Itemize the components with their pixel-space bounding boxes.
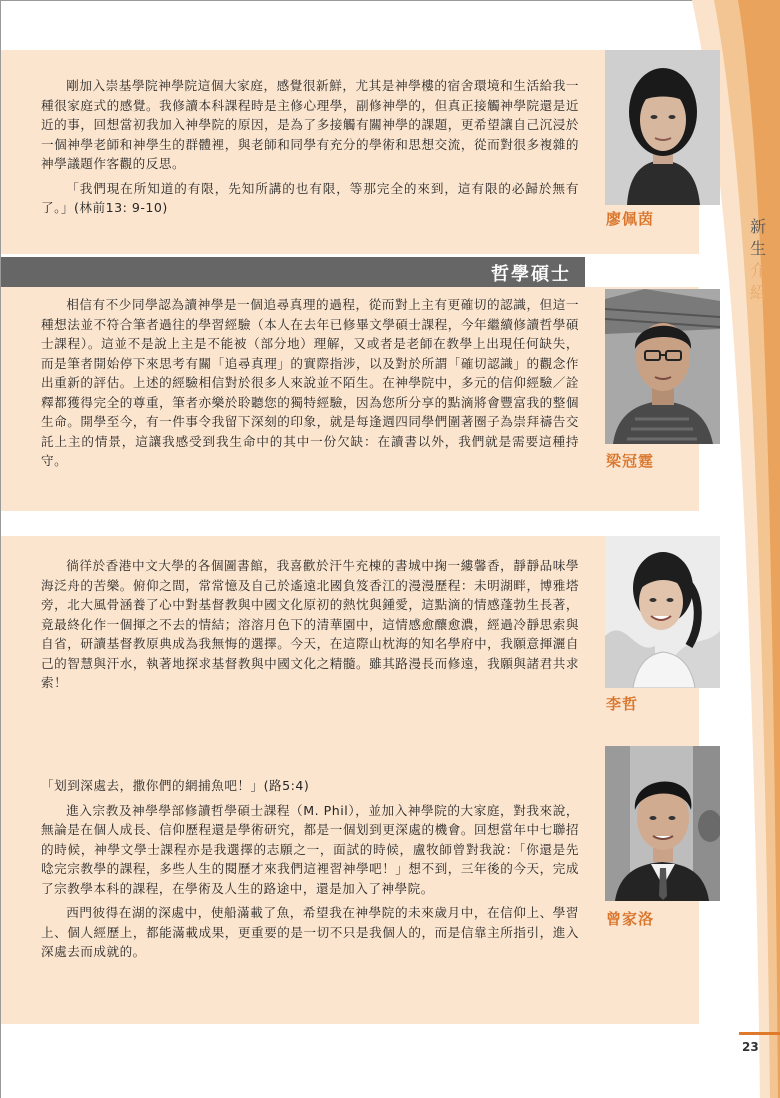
side-title-char-4: 紹 bbox=[749, 283, 766, 302]
student-4-paragraph-1: 「划到深處去，撒你們的網捕魚吧！」(路5:4) bbox=[41, 778, 310, 793]
side-title-char-1: 新 bbox=[749, 217, 766, 236]
side-title-char-2: 生 bbox=[749, 239, 766, 258]
student-4-name: 曾家洛 bbox=[606, 910, 655, 928]
section-bar bbox=[1, 257, 585, 287]
side-title-char-3: 介 bbox=[749, 261, 766, 280]
student-block-2 bbox=[1, 287, 699, 511]
student-3-photo bbox=[605, 536, 720, 688]
student-2-paragraph-1: 相信有不少同學認為讀神學是一個追尋真理的過程，從而對上主有更確切的認識，但這一種想法並不符合筆者過往的學習經驗（本人在去年已修畢文學碩士課程，今年繼續修讀哲學碩士課程）。這並不是說上主是不能被（部分地）理解，又或者是老師在教學上出現任何缺失，而是筆者開始停下來思考有關「追尋真理」的實際指涉，以及對於所謂「確切認識」的觀念作出重新的評估。上述的經驗相信對於很多人來說並不陌生。在神學院中，多元的信仰經驗／詮釋都獲得完全的尊重，筆者亦樂於聆聽您的獨特經驗，因為您所分享的點滴將會豐富我的整個生命。開學至今，有一件事令我留下深刻的印象，就是每逢週四同學們圍著圈子為崇拜禱告交託上主的情景，這讓我感受到我生命中的其中一份欠缺：在讀書以外，我們就是需要這種持守。 bbox=[41, 297, 579, 468]
student-block-1 bbox=[1, 50, 699, 254]
student-2-photo bbox=[605, 289, 720, 444]
side-title-vertical bbox=[747, 216, 769, 304]
student-4-paragraph-2: 進入宗教及神學學部修讀哲學碩士課程（M. Phil），並加入神學院的大家庭，對我來說，無論是在個人成長、信仰歷程還是學術研究，都是一個划到更深處的機會。回想當年中七聯招的時候，神學文學士課程亦是我選擇的志願之一，面試的時候，盧牧師曾對我說：「你還是先唸完宗教學的課程，多些人生的閱歷才來我們這裡習神學吧！」想不到，三年後的今天，完成了宗教學本科的課程，在學術及人生的路途中，還是加入了神學院。 bbox=[41, 802, 579, 896]
student-3-name: 李哲 bbox=[606, 695, 639, 713]
student-block-3 bbox=[1, 536, 699, 746]
student-2-name: 梁冠霆 bbox=[606, 452, 655, 470]
student-4-photo bbox=[605, 746, 720, 901]
student-1-photo bbox=[605, 50, 720, 205]
student-1-name: 廖佩茵 bbox=[606, 210, 655, 228]
page-top-border bbox=[0, 0, 780, 1]
page-number-rule bbox=[739, 1032, 780, 1035]
student-block-4 bbox=[1, 746, 699, 1024]
student-3-paragraph-1: 徜徉於香港中文大學的各個圖書館，我喜歡於汗牛充棟的書城中掬一縷馨香，靜靜品味學海泛舟的苦樂。俯仰之間，常常憶及自己於遙遠北國負笈香江的漫漫歷程：未明湖畔，博雅塔旁，北大風骨涵養了心中對基督教與中國文化原初的熱忱與鍾愛，這點滴的情感蓬勃生長著，竟最終化作一個揮之不去的情結；溶溶月色下的清華園中，這情感愈釀愈濃，經過冷靜思索與自省，研讀基督教原典成為我無悔的選擇。今天，在這際山枕海的知名學府中，我願意揮灑自己的智慧與汗水，執著地探求基督教與中國文化之精髓。雖其路漫長而修遠，我願與諸君共求索！ bbox=[41, 558, 579, 690]
page-number: 23 bbox=[742, 1040, 759, 1054]
student-1-paragraph-2: 「我們現在所知道的有限，先知所講的也有限，等那完全的來到，這有限的必歸於無有了。」(林前13: 9-10) bbox=[41, 180, 579, 215]
student-4-paragraph-3: 西門彼得在湖的深處中，使船滿載了魚，希望我在神學院的未來歲月中，在信仰上、學習上、個人經歷上，都能滿載成果，更重要的是一切不只是我個人的，而是信靠主所指引，進入深處去而成就的。 bbox=[41, 905, 579, 959]
student-1-paragraph-1: 剛加入崇基學院神學院這個大家庭，感覺很新鮮，尤其是神學樓的宿舍環境和生活給我一種很家庭式的感覺。我修讀本科課程時是主修心理學，副修神學的，但真正接觸神學院還是近近的事，回想當初我加入神學院的原因，是為了多接觸有關神學的課題，更希望讓自己沉浸於一個神學老師和神學生的群體裡，與老師和同學有充分的學術和思想交流，從而對很多複雜的神學議題作客觀的反思。 bbox=[41, 78, 579, 171]
section-title: 哲學碩士 bbox=[491, 264, 571, 285]
